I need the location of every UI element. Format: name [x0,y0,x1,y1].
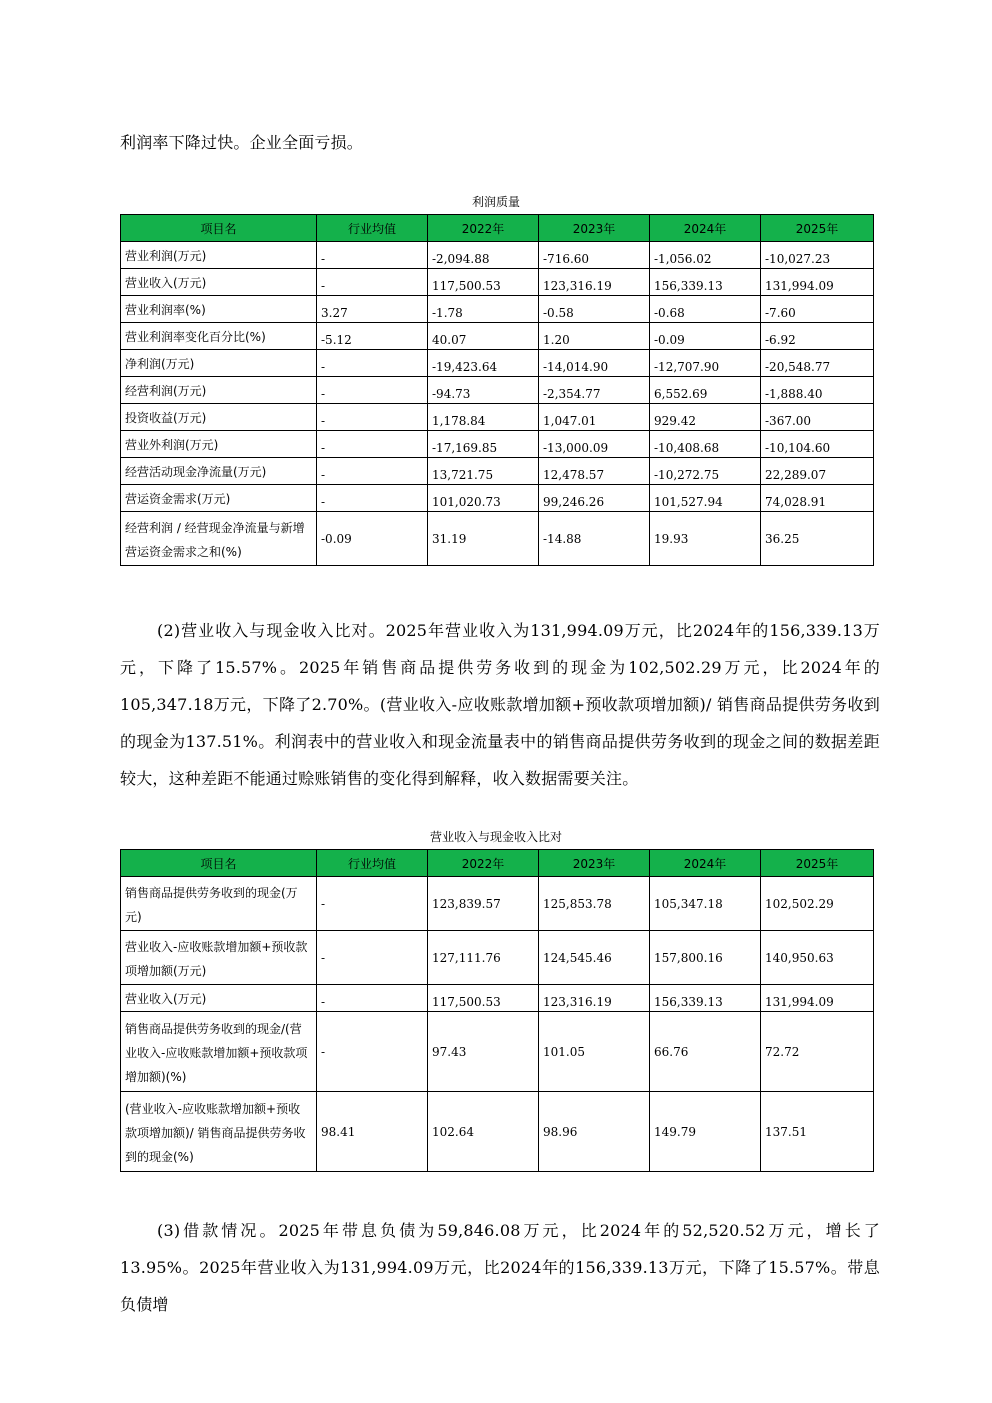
cell-value: -1,056.02 [650,242,761,269]
header-year-2025: 2025年 [761,215,874,242]
profit-quality-table [120,214,874,566]
cell-value: - [317,458,428,485]
cell-value: 117,500.53 [428,269,539,296]
cell-value: -6.92 [761,323,874,350]
cell-value: 1,178.84 [428,404,539,431]
cell-value: -1,888.40 [761,377,874,404]
cell-value: - [317,377,428,404]
table-row [121,431,874,458]
table-row [121,377,874,404]
row-label: 营业收入-应收账款增加额+预收款项增加额(万元) [121,931,317,985]
cell-value: 157,800.16 [650,931,761,985]
cell-value: -14.88 [539,512,650,566]
cell-value: 6,552.69 [650,377,761,404]
cell-value: -20,548.77 [761,350,874,377]
header-item-name: 项目名 [121,850,317,877]
cell-value: 66.76 [650,1012,761,1092]
row-label: 经营利润(万元) [121,377,317,404]
cell-value: -13,000.09 [539,431,650,458]
cell-value: - [317,269,428,296]
cell-value: 36.25 [761,512,874,566]
cell-value: 31.19 [428,512,539,566]
cell-value: 40.07 [428,323,539,350]
header-year-2022: 2022年 [428,215,539,242]
table-row [121,296,874,323]
cell-value: - [317,877,428,931]
cell-value: -5.12 [317,323,428,350]
cell-value: 127,111.76 [428,931,539,985]
cell-value: 123,316.19 [539,985,650,1012]
row-label: 销售商品提供劳务收到的现金/(营业收入-应收账款增加额+预收款项增加额)(%) [121,1012,317,1092]
cell-value: - [317,985,428,1012]
row-label: 营业收入(万元) [121,985,317,1012]
cell-value: 98.96 [539,1092,650,1172]
revenue-cash-table [120,849,874,1172]
cell-value: -2,094.88 [428,242,539,269]
cell-value: 131,994.09 [761,985,874,1012]
cell-value: - [317,431,428,458]
cell-value: 123,316.19 [539,269,650,296]
table-row [121,877,874,931]
cell-value: 19.93 [650,512,761,566]
cell-value: 124,545.46 [539,931,650,985]
cell-value: 1.20 [539,323,650,350]
cell-value: - [317,350,428,377]
row-label: 营业收入(万元) [121,269,317,296]
cell-value: -2,354.77 [539,377,650,404]
cell-value: 22,289.07 [761,458,874,485]
cell-value: 929.42 [650,404,761,431]
cell-value: 137.51 [761,1092,874,1172]
header-year-2024: 2024年 [650,215,761,242]
cell-value: -19,423.64 [428,350,539,377]
cell-value: 131,994.09 [761,269,874,296]
cell-value: 140,950.63 [761,931,874,985]
cell-value: 123,839.57 [428,877,539,931]
table-row [121,323,874,350]
cell-value: - [317,1012,428,1092]
cell-value: -14,014.90 [539,350,650,377]
table-row [121,242,874,269]
table-row [121,485,874,512]
header-year-2023: 2023年 [539,850,650,877]
cell-value: -0.09 [650,323,761,350]
cell-value: 99,246.26 [539,485,650,512]
cell-value: -0.68 [650,296,761,323]
cell-value: 3.27 [317,296,428,323]
header-year-2025: 2025年 [761,850,874,877]
cell-value: - [317,242,428,269]
table-row [121,1012,874,1092]
table-row [121,512,874,566]
cell-value: -367.00 [761,404,874,431]
table-header-row [121,850,874,877]
row-label: (营业收入-应收账款增加额+预收款项增加额)/ 销售商品提供劳务收到的现金(%) [121,1092,317,1172]
row-label: 营业利润率(%) [121,296,317,323]
table-caption-revenue-cash: 营业收入与现金收入比对 [429,830,562,844]
paragraph-borrowing: (3)借款情况。2025年带息负债为59,846.08万元，比2024年的52,520.52万元，增长了13.95%。2025年营业收入为131,994.09万元，比2024年的156,339.13万元，下降了15.57%。带息负债增 [120,1221,880,1314]
cell-value: -0.09 [317,512,428,566]
cell-value: -10,272.75 [650,458,761,485]
cell-value: 1,047.01 [539,404,650,431]
header-year-2023: 2023年 [539,215,650,242]
cell-value: 74,028.91 [761,485,874,512]
paragraph-profit-conclusion: 利润率下降过快。企业全面亏损。 [120,133,364,152]
cell-value: -7.60 [761,296,874,323]
row-label: 营业外利润(万元) [121,431,317,458]
cell-value: -94.73 [428,377,539,404]
cell-value: 156,339.13 [650,985,761,1012]
cell-value: -10,027.23 [761,242,874,269]
row-label: 营运资金需求(万元) [121,485,317,512]
cell-value: 72.72 [761,1012,874,1092]
cell-value: -10,408.68 [650,431,761,458]
cell-value: - [317,931,428,985]
cell-value: 156,339.13 [650,269,761,296]
table-row [121,458,874,485]
row-label: 净利润(万元) [121,350,317,377]
cell-value: 101,020.73 [428,485,539,512]
cell-value: 102.64 [428,1092,539,1172]
cell-value: 125,853.78 [539,877,650,931]
cell-value: -12,707.90 [650,350,761,377]
row-label: 经营活动现金净流量(万元) [121,458,317,485]
table-row [121,350,874,377]
cell-value: 102,502.29 [761,877,874,931]
row-label: 销售商品提供劳务收到的现金(万元) [121,877,317,931]
table-row [121,404,874,431]
header-industry-avg: 行业均值 [317,215,428,242]
cell-value: -10,104.60 [761,431,874,458]
row-label: 投资收益(万元) [121,404,317,431]
paragraph-revenue-cash-comparison: (2)营业收入与现金收入比对。2025年营业收入为131,994.09万元，比2024年的156,339.13万元，下降了15.57%。2025年销售商品提供劳务收到的现金为102,502.29万元，比2024年的105,347.18万元，下降了2.70%。(营业收入-应收账款增加额+预收款项增加额)/ 销售商品提供劳务收到的现金为137.51%。利润表中的营业收入和现金流量表中的销售商品提供劳务收到的现金之间的数据差距较大，这种差距不能通过赊账销售的变化得到解释，收入数据需要关注。 [120,621,880,788]
row-label: 营业利润率变化百分比(%) [121,323,317,350]
header-year-2022: 2022年 [428,850,539,877]
cell-value: 98.41 [317,1092,428,1172]
cell-value: 13,721.75 [428,458,539,485]
cell-value: -716.60 [539,242,650,269]
cell-value: 97.43 [428,1012,539,1092]
cell-value: 12,478.57 [539,458,650,485]
cell-value: -17,169.85 [428,431,539,458]
table-row [121,1092,874,1172]
cell-value: -0.58 [539,296,650,323]
cell-value: - [317,485,428,512]
row-label: 营业利润(万元) [121,242,317,269]
cell-value: 101.05 [539,1012,650,1092]
cell-value: 117,500.53 [428,985,539,1012]
header-industry-avg: 行业均值 [317,850,428,877]
table-row [121,269,874,296]
cell-value: -1.78 [428,296,539,323]
row-label: 经营利润 / 经营现金净流量与新增营运资金需求之和(%) [121,512,317,566]
cell-value: 101,527.94 [650,485,761,512]
header-item-name: 项目名 [121,215,317,242]
cell-value: 105,347.18 [650,877,761,931]
cell-value: 149.79 [650,1092,761,1172]
cell-value: - [317,404,428,431]
header-year-2024: 2024年 [650,850,761,877]
table-caption-profit-quality: 利润质量 [471,195,520,209]
table-header-row [121,215,874,242]
table-row [121,931,874,985]
table-row [121,985,874,1012]
